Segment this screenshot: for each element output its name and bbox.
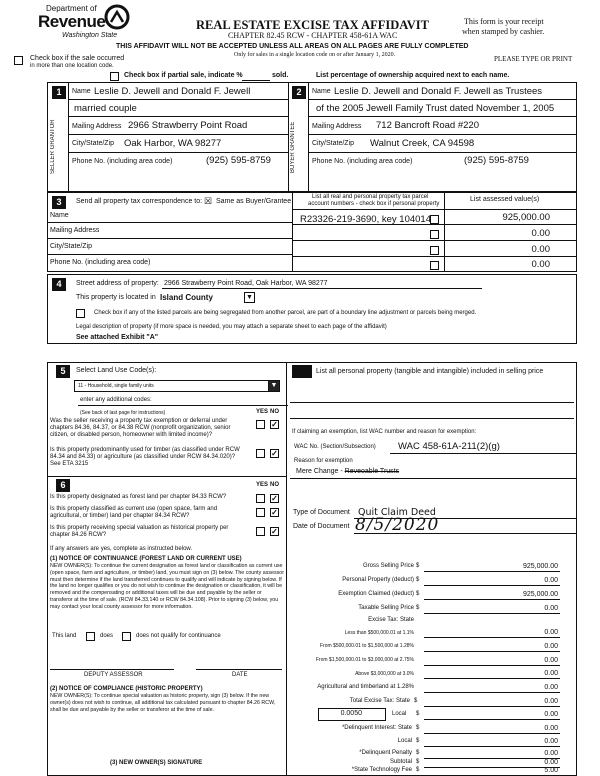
located-label: This property is located in <box>76 294 156 301</box>
delinquent-penalty-label: *Delinquent Penalty <box>359 750 412 756</box>
date-label: DATE <box>232 672 248 678</box>
sec3-address-label: Mailing Address <box>50 227 100 234</box>
sec6-yes-header: YES <box>256 482 269 488</box>
dollar-sign: $ <box>416 711 420 717</box>
seller-phone[interactable]: (925) 595-8759 <box>206 155 271 166</box>
land-use-value: 11 - Household, single family units <box>78 383 154 389</box>
amount-line <box>424 719 560 720</box>
buyer-phone[interactable]: (925) 595-8759 <box>464 155 529 166</box>
personal-property-checkbox-2[interactable] <box>430 230 439 239</box>
seller-phone-label: Phone No. (including area code) <box>72 158 173 165</box>
any-yes-label: If any answers are yes, complete as instructed below. <box>50 546 193 552</box>
row-line <box>47 238 292 239</box>
buyer-address-label: Mailing Address <box>312 123 362 130</box>
bracket-1-label: Less than $500,000.01 at 1.1% <box>344 630 414 636</box>
assessed-value-3[interactable]: 0.00 <box>531 244 550 255</box>
total-state[interactable]: 0.00 <box>544 698 558 705</box>
tech-fee-label: *State Technology Fee <box>351 767 412 773</box>
amount-line <box>424 692 560 693</box>
buyer-name-1[interactable]: Leslie D. Jewell and Donald F. Jewell as Trustees <box>334 86 543 97</box>
reason-value[interactable]: Mere Change - Reveoable Trusts <box>296 468 400 475</box>
row-line <box>308 116 577 117</box>
local-tax[interactable]: 0.00 <box>544 711 558 718</box>
buyer-phone-label: Phone No. (including area code) <box>312 158 413 165</box>
section-1-number: 1 <box>52 86 66 99</box>
amount-line <box>424 599 560 600</box>
amount-line <box>424 585 560 586</box>
claiming-exemption-label: If claiming an exemption, list WAC number and reason for exemption: <box>292 429 477 435</box>
excise-state-label: Excise Tax: State <box>368 617 414 623</box>
sec6-q1-no-checkbox[interactable]: ✓ <box>271 494 278 503</box>
does-label: does <box>100 633 114 639</box>
seller-name-label: Name <box>72 88 91 95</box>
notice-1-title: (1) NOTICE OF CONTINUANCE (FOREST LAND OR CURRENT USE) <box>50 556 242 562</box>
send-correspondence-label: Send all property tax correspondence to: <box>76 198 203 205</box>
parcel-header-2: account numbers - check box if personal property <box>308 201 440 207</box>
doc-type-label: Type of Document <box>293 509 350 516</box>
sec6-q2-no-checkbox[interactable]: ✓ <box>271 508 278 517</box>
sec5-question-1: Was the seller receiving a property tax exemption or deferral under chapters 84.36, 84.37, or 84.38 RCW (nonprofit organization, senior citizen, or disabled person, homeowner with limited income)? <box>50 418 231 438</box>
amount-line <box>424 678 560 679</box>
sec5-q2-yes-checkbox[interactable] <box>256 449 265 458</box>
row-line <box>47 254 292 255</box>
parcel-number-1[interactable]: R23326-219-3690, key 104014 <box>300 214 431 225</box>
section-6-number: 6 <box>56 479 70 492</box>
buyer-address[interactable]: 712 Bancroft Road #220 <box>376 120 479 131</box>
subtotal[interactable]: 0.00 <box>544 759 558 766</box>
row-line <box>308 152 577 153</box>
receipt-line1: This form is your receipt <box>464 17 544 26</box>
local-2-label: Local <box>397 738 412 744</box>
sec6-no-header: NO <box>270 482 279 488</box>
row-line <box>68 134 288 135</box>
personal-property-checkbox-3[interactable] <box>430 246 439 255</box>
sec5-q1-yes-checkbox[interactable] <box>256 420 265 429</box>
sec6-top-line <box>47 476 286 477</box>
partial-pct-line[interactable] <box>242 80 270 81</box>
deputy-date-line[interactable] <box>196 669 282 670</box>
land-does-checkbox[interactable] <box>86 632 95 641</box>
exemption-label: Exemption Claimed (deduct) <box>338 591 414 597</box>
dollar-sign: $ <box>416 591 420 597</box>
sec6-question-2: Is this property classified as current use (open space, farm and agricultural, or timber) land per chapter 84.34 RCW? <box>50 506 218 519</box>
sec5-question-2: Is this property predominantly used for timber (as classified under RCW 84.34 and 84.33) or agriculture (as classified under RCW 84.34.020)? See ETA 3215 <box>50 447 240 467</box>
sec5-no-header: NO <box>270 409 279 415</box>
sec6-q3-no-checkbox[interactable]: ✓ <box>271 527 278 536</box>
delinquent-penalty[interactable]: 0.00 <box>544 750 558 757</box>
row-line <box>68 116 288 117</box>
section-2-number: 2 <box>292 86 306 99</box>
amount-line <box>424 571 560 572</box>
land-use-label: Select Land Use Code(s): <box>76 367 157 374</box>
assessed-value-2[interactable]: 0.00 <box>531 228 550 239</box>
gross-price-label: Gross Selling Price <box>362 563 414 569</box>
amount-line <box>424 665 560 666</box>
doc-date-label: Date of Document <box>293 523 350 530</box>
same-as-buyer-checkbox[interactable]: ☒ <box>204 196 213 206</box>
amount-line <box>424 613 560 614</box>
dollar-sign: $ <box>416 725 420 731</box>
buyer-side-label: BUYER GRANTEE <box>290 121 296 173</box>
sec3-city-label: City/State/Zip <box>50 243 93 250</box>
personal-property-label: List all personal property (tangible and intangible) included in selling price <box>316 368 544 375</box>
total-state-label: Total Excise Tax: State <box>349 698 410 704</box>
deputy-assessor-label: DEPUTY ASSESSOR <box>84 672 143 678</box>
personal-property-checkbox-1[interactable] <box>430 215 439 224</box>
taxable-price-label: Taxable Selling Price <box>358 605 414 611</box>
reason-label: Reason for exemption <box>294 458 353 464</box>
dollar-sign: $ <box>416 759 420 765</box>
buyer-city-label: City/State/Zip <box>312 140 355 147</box>
row-line <box>68 99 288 100</box>
form-chapters: CHAPTER 82.45 RCW - CHAPTER 458-61A WAC <box>228 31 398 40</box>
dept-line1: Department of <box>46 4 97 13</box>
doc-date-line <box>354 533 576 534</box>
sec5-q1-no-checkbox[interactable]: ✓ <box>271 420 278 429</box>
wac-number[interactable]: WAC 458-61A-211(2)(g) <box>398 441 500 452</box>
additional-codes-label: enter any additional codes: <box>80 397 152 403</box>
street-address[interactable]: 2966 Strawberry Point Road, Oak Harbor, WA 98277 <box>164 280 328 287</box>
seller-city-label: City/State/Zip <box>72 140 115 147</box>
row-line <box>308 134 577 135</box>
tech-fee[interactable]: 5.00 <box>544 767 558 774</box>
bracket-3[interactable]: 0.00 <box>544 657 558 664</box>
seller-name-2[interactable]: married couple <box>74 103 137 114</box>
seller-address[interactable]: 2966 Strawberry Point Road <box>128 120 248 131</box>
sold-label: sold. <box>272 72 289 79</box>
section-4-number: 4 <box>52 278 66 291</box>
amount-line <box>424 637 560 638</box>
bracket-4-label: Above $3,000,000 at 3.0% <box>355 671 414 677</box>
party-divider <box>288 82 289 192</box>
land-use-dropdown-icon[interactable]: ▼ <box>268 380 280 392</box>
sec5-yes-header: YES <box>256 409 269 415</box>
personal-deduct-label: Personal Property (deduct) <box>342 577 414 583</box>
deputy-sig-line[interactable] <box>50 669 174 670</box>
section-3-number: 3 <box>52 196 66 209</box>
delinquent-interest-label: *Delinquent Interest: State <box>341 725 412 731</box>
amount-line <box>424 651 560 652</box>
legal-desc-label: Legal description of property (if more space is needed, you may attach a separate sheet to each page of the affidavit) <box>76 324 387 330</box>
dept-state: Washington State <box>62 32 118 39</box>
sec6-q2-yes-checkbox[interactable] <box>256 508 265 517</box>
sec3-divider <box>292 192 293 272</box>
notice-2-title: (2) NOTICE OF COMPLIANCE (HISTORIC PROPERTY) <box>50 686 203 692</box>
row-line <box>292 224 577 225</box>
land-does-not-checkbox[interactable] <box>122 632 131 641</box>
notice-2-body: NEW OWNER(S): To continue special valuation as historic property, sign (3) below. If the new owner(s) does not wish to continue, all additional tax calculated pursuant to chapter 84.26 RCW, shall be due and payable by the seller or transferor at the time of sale. <box>50 693 276 713</box>
buyer-name-label: Name <box>312 88 331 95</box>
see-back-label: (See back of last page for instructions) <box>80 410 166 416</box>
legal-desc[interactable]: See attached Exhibit "A" <box>76 334 159 341</box>
sec6-q1-yes-checkbox[interactable] <box>256 494 265 503</box>
parcel-header-1: List all real and personal property tax parcel <box>312 194 429 200</box>
this-land-label: This land <box>52 633 77 639</box>
dollar-sign: $ <box>416 577 420 583</box>
doc-type[interactable]: Quit Claim Deed <box>358 507 436 518</box>
sec6-question-1: Is this property designated as forest land per chapter 84.33 RCW? <box>50 494 227 500</box>
seller-side-label: SELLER GRANTOR <box>50 119 56 175</box>
seller-address-label: Mailing Address <box>72 123 122 130</box>
row-line <box>68 152 288 153</box>
county-dropdown-icon[interactable]: ▼ <box>244 292 255 303</box>
personal-prop-line[interactable] <box>290 402 574 403</box>
personal-deduct[interactable]: 0.00 <box>544 577 558 584</box>
assessed-value-1[interactable]: 925,000.00 <box>502 212 550 223</box>
partial-sale-label: Check box if partial sale, indicate % <box>124 72 243 79</box>
sec6-question-3: Is this property receiving special valuation as historical property per chapter 84.26 RCW? <box>50 525 229 538</box>
gross-price[interactable]: 925,000.00 <box>522 563 558 570</box>
wac-line <box>390 453 576 454</box>
new-owner-signature-label: (3) NEW OWNER(S) SIGNATURE <box>110 760 203 766</box>
row-line <box>292 209 577 210</box>
amount-line <box>424 706 560 707</box>
additional-codes-line[interactable] <box>78 405 288 406</box>
agricultural[interactable]: 0.00 <box>544 684 558 691</box>
local-rate: 0.0050 <box>340 710 362 717</box>
multi-location-label2: in more than one location code. <box>30 63 114 69</box>
taxable-price[interactable]: 0.00 <box>544 605 558 612</box>
partial-sale-checkbox[interactable] <box>110 72 119 81</box>
sec3-name-label: Name <box>50 212 69 219</box>
dollar-sign: $ <box>414 698 418 704</box>
dollar-sign: $ <box>416 563 420 569</box>
amount-line <box>424 746 560 747</box>
dollar-sign: $ <box>416 767 420 773</box>
notice-1-body: NEW OWNER(S): To continue the current designation as forest land or classification as current use (open space, farm and agriculture, or timber) land, you must sign on (3) below. The county assessor must then determine if the land transferred continues to qualify and will indicate by signing below. If the land no longer qualifies or you do not wish to continue the designation or classification, it will be removed and the compensating or additional taxes will be due and payable by the seller or transferor at the time of sale. (RCW 84.33.140 or RCW 84.34.108). Prior to signing (3) below, you may contact your local county assessor for more information. <box>50 563 284 610</box>
assessed-value-4[interactable]: 0.00 <box>531 259 550 270</box>
section-7-number <box>292 365 312 378</box>
personal-prop-line[interactable] <box>290 418 574 419</box>
sec6-q3-yes-checkbox[interactable] <box>256 527 265 536</box>
type-or-print: PLEASE TYPE OR PRINT <box>494 55 573 63</box>
multi-location-label1: Check box if the sale occurred <box>30 55 125 62</box>
personal-property-checkbox-4[interactable] <box>430 261 439 270</box>
exemption-claimed[interactable]: 925,000.00 <box>522 591 558 598</box>
form-title: REAL ESTATE EXCISE TAX AFFIDAVIT <box>196 18 429 32</box>
section-5-number: 5 <box>56 365 70 378</box>
row-line <box>292 240 577 241</box>
seller-name-1[interactable]: Leslie D. Jewell and Donald F. Jewell <box>94 86 251 97</box>
dollar-sign: $ <box>416 605 420 611</box>
doc-date[interactable]: 8/5/2020 <box>355 515 440 535</box>
buyer-city[interactable]: Walnut Creek, CA 94598 <box>370 138 475 149</box>
same-as-buyer-label: Same as Buyer/Grantee <box>216 198 292 205</box>
dollar-sign: $ <box>416 750 420 756</box>
subtotal-label: Subtotal <box>389 759 412 765</box>
bracket-2-label: From $500,000.01 to $1,500,000 at 1.28% <box>320 643 414 649</box>
county-select-value[interactable]: Island County <box>160 293 213 302</box>
street-line <box>162 288 482 289</box>
receipt-line2: when stamped by cashier. <box>462 27 545 36</box>
reason-line <box>290 478 576 479</box>
bracket-1[interactable]: 0.00 <box>544 629 558 636</box>
row-line <box>308 99 577 100</box>
sec3-divider-2 <box>444 192 445 272</box>
bracket-3-label: From $1,500,000.01 to $3,000,000 at 2.75% <box>315 657 414 663</box>
street-address-label: Street address of property: <box>76 280 159 287</box>
local-2[interactable]: 0.00 <box>544 738 558 745</box>
buyer-name-2[interactable]: of the 2005 Jewell Family Trust dated November 1, 2005 <box>316 103 555 114</box>
seller-city[interactable]: Oak Harbor, WA 98277 <box>124 138 222 149</box>
pct-list-label: List percentage of ownership acquired next to each name. <box>316 72 510 79</box>
segregated-checkbox[interactable] <box>76 309 85 318</box>
row-line <box>292 256 577 257</box>
local-label: Local <box>392 711 407 717</box>
amount-line <box>424 733 560 734</box>
sec3-phone-label: Phone No. (including area code) <box>50 259 151 266</box>
dollar-sign: $ <box>416 738 420 744</box>
bracket-4[interactable]: 0.00 <box>544 670 558 677</box>
wac-number-label: WAC No. (Section/Subsection) <box>294 444 376 450</box>
sales-note: Only for sales in a single location code on or after January 1, 2020. <box>234 52 396 58</box>
assessed-header: List assessed value(s) <box>470 196 540 203</box>
agricultural-label: Agricultural and timberland at 1.28% <box>317 684 414 690</box>
bracket-2[interactable]: 0.00 <box>544 643 558 650</box>
sec5-q2-no-checkbox[interactable]: ✓ <box>271 449 278 458</box>
row-line <box>47 222 292 223</box>
does-not-label: does not qualify for continuance <box>136 633 221 639</box>
delinquent-interest[interactable]: 0.00 <box>544 725 558 732</box>
dept-logo-text: Revenue <box>38 12 106 31</box>
revenue-logo-icon <box>104 4 130 30</box>
lower-divider <box>286 362 287 776</box>
multi-location-checkbox[interactable] <box>14 56 23 65</box>
segregated-label: Check box if any of the listed parcels are being segregated from another parcel, are part of a boundary line adjustment or parcels being merged. <box>94 310 477 316</box>
form-warning: THIS AFFIDAVIT WILL NOT BE ACCEPTED UNLESS ALL AREAS ON ALL PAGES ARE FULLY COMPLETED <box>116 43 469 50</box>
